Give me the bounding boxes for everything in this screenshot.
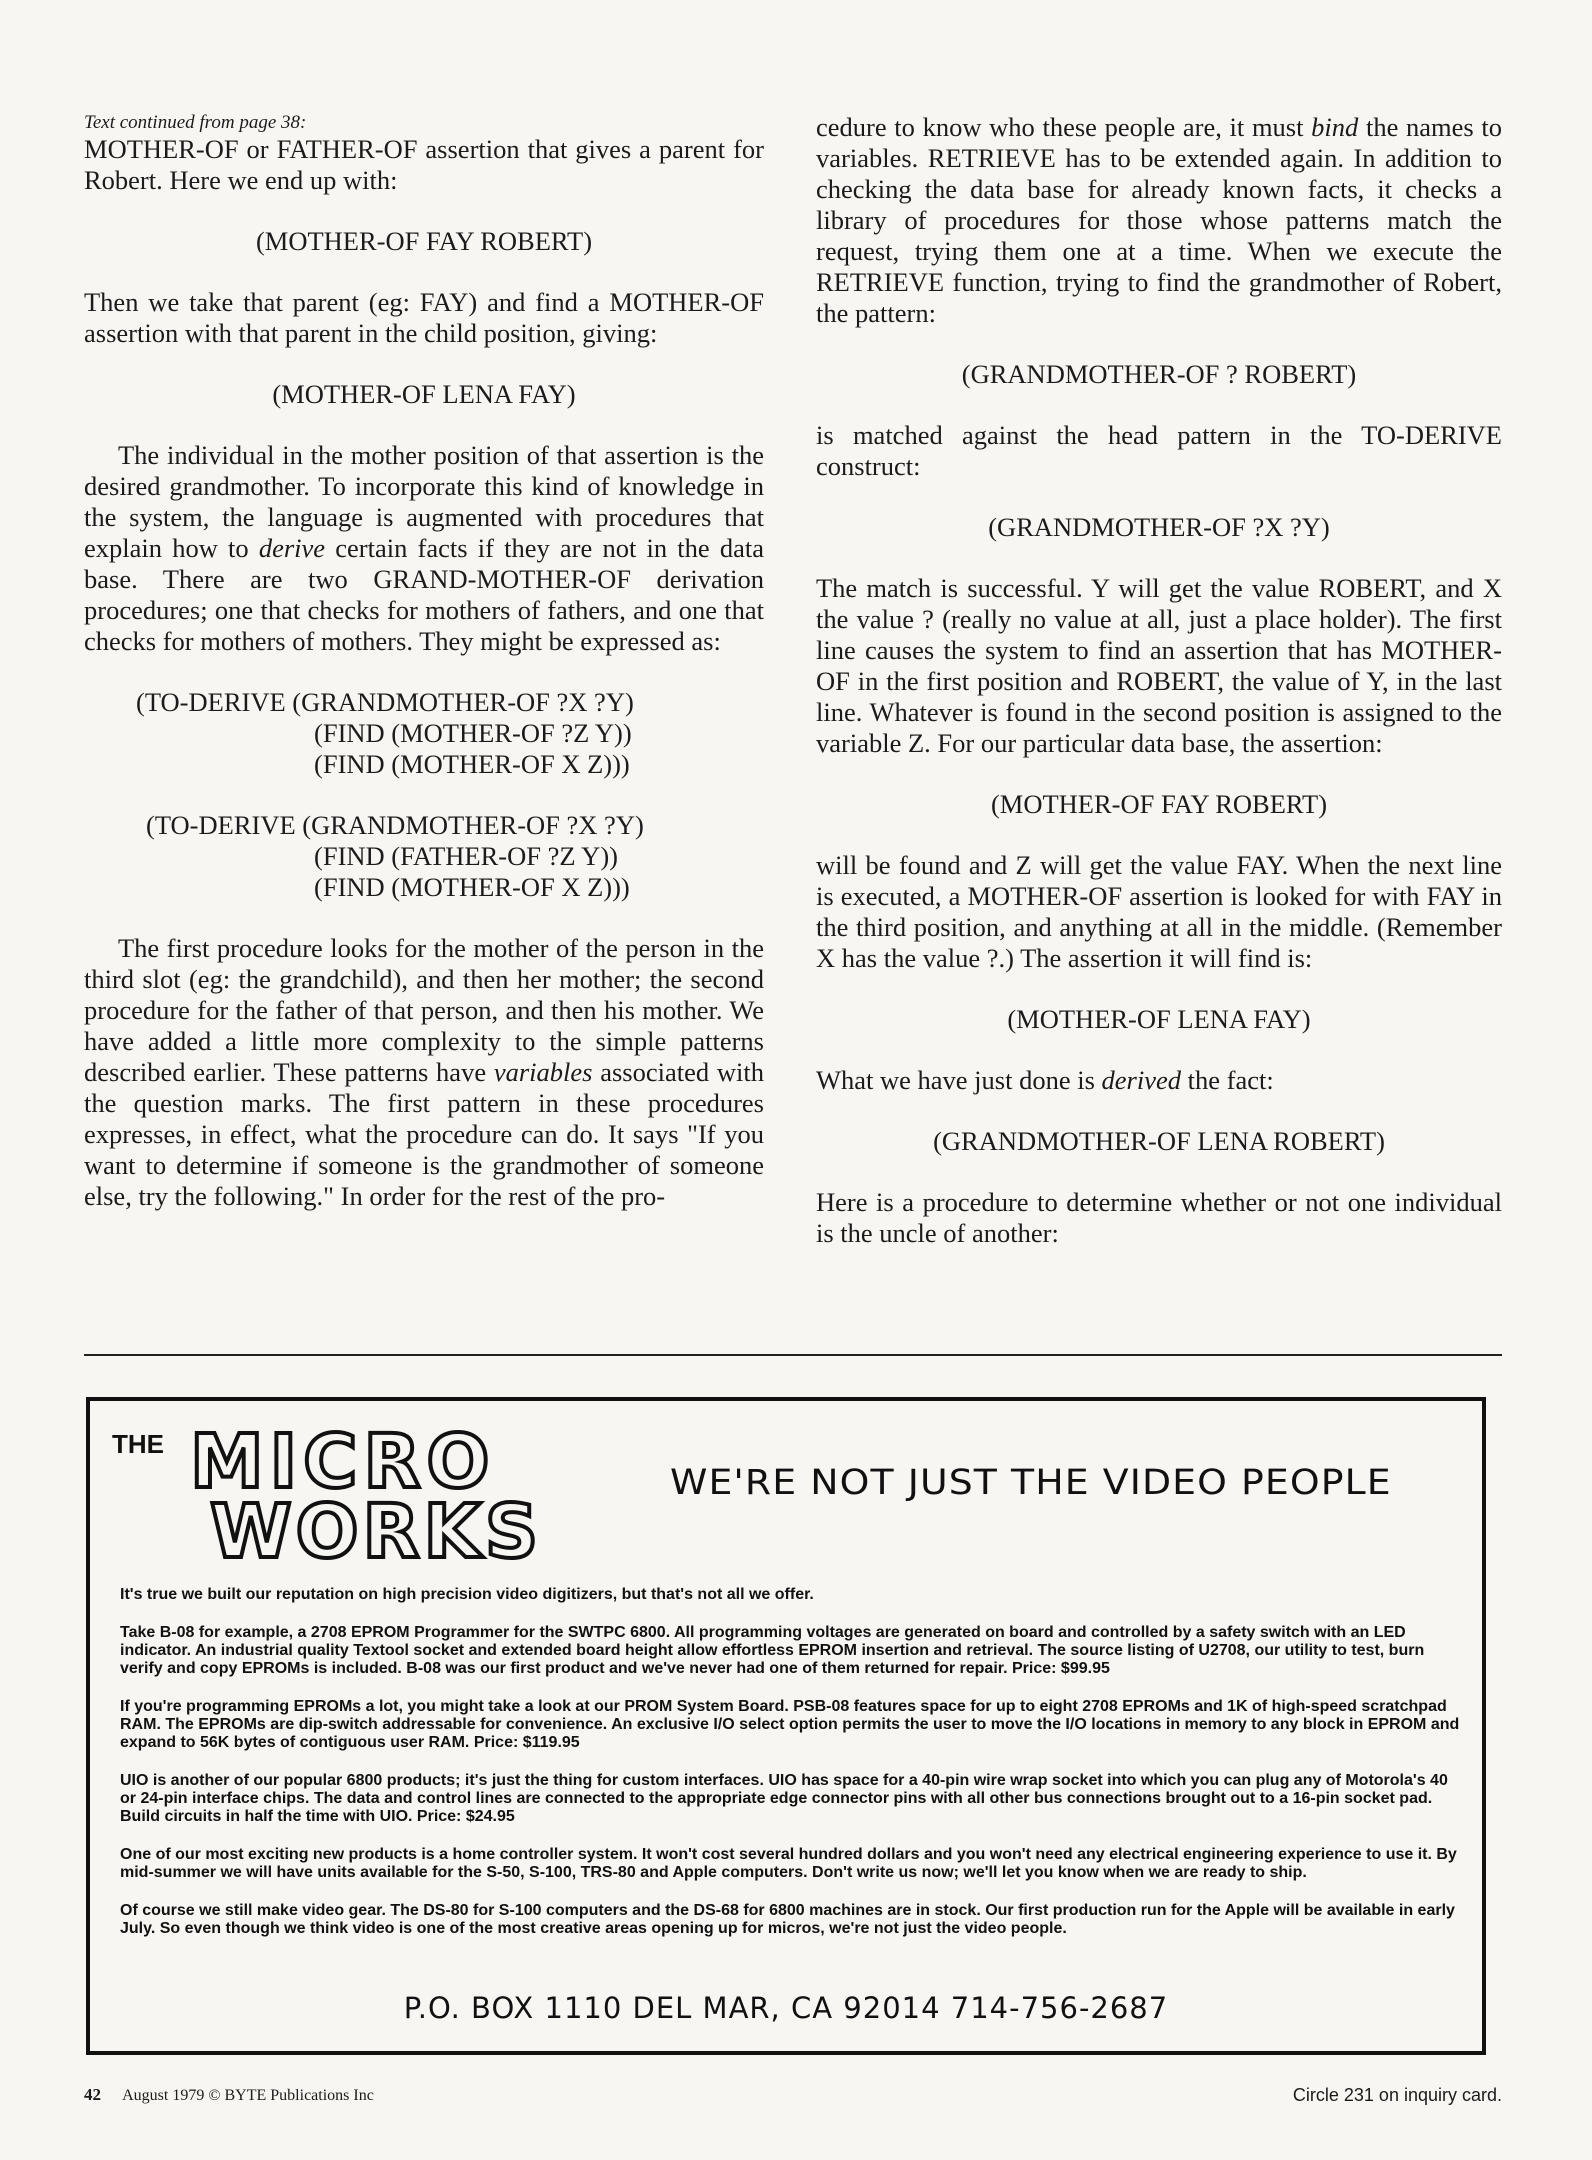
code-line: (FIND (MOTHER-OF X Z))) bbox=[314, 872, 630, 902]
ad-headline: WE'RE NOT JUST THE VIDEO PEOPLE bbox=[670, 1463, 1392, 1503]
ad-paragraph: Take B-08 for example, a 2708 EPROM Programmer for the SWTPC 6800. All programming voltages are generated on board and controlled by a safety switch with an LED indicator. An industrial quality Textool socket and extended board height allow effortless EPROM insertion and retrieval. The source listing of U2708, our utility to test, burn verify and copy EPROMs is included. B-08 was our first product and we've never had one of them returned for repair. Price: $99.95 bbox=[120, 1624, 1425, 1677]
micro-works-logo bbox=[110, 1415, 670, 1565]
continued-note: Text continued from page 38: bbox=[84, 112, 307, 133]
code-line: (MOTHER-OF LENA FAY) bbox=[1007, 1004, 1311, 1034]
code-line: (GRANDMOTHER-OF ? ROBERT) bbox=[961, 359, 1357, 389]
page-number: 42 bbox=[84, 2085, 101, 2104]
code-line: (FIND (MOTHER-OF ?Z Y)) bbox=[314, 718, 632, 748]
paragraph: will be found and Z will get the value FAY. When the next line is executed, a MOTHER-OF assertion is looked for with FAY in the third position, and anything at all in the middle. (Remember X has the value ?.) The assertion it will find is: bbox=[816, 850, 1502, 973]
ad-paragraph: UIO is another of our popular 6800 products; it's just the thing for custom interfaces. UIO has space for a 40-pin wire wrap socket into which you can plug any of Motorola's 40 or 24-pin interface chips. The data and control lines are connected to the appropriate edge connector pins with all other bus connections brought out to a 16-pin socket pad. Build circuits in half the time with UIO. Price: $24.95 bbox=[120, 1772, 1448, 1825]
issue-credit: August 1979 © BYTE Publications Inc bbox=[122, 2087, 374, 2104]
code-line: (MOTHER-OF FAY ROBERT) bbox=[255, 226, 593, 256]
ad-paragraph: If you're programming EPROMs a lot, you might take a look at our PROM System Board. PSB-08 features space for up to eight 2708 EPROMs and 1K of high-speed scratchpad RAM. The EPROMs are dip-switch addressable for convenience. An exclusive I/O select option permits the user to move the I/O locations in memory to any block in EPROM and expand to 56K bytes of contiguous user RAM. Price: $119.95 bbox=[120, 1698, 1460, 1751]
paragraph: The match is successful. Y will get the value ROBERT, and X the value ? (really no value at all, just a place holder). The first line causes the system to find an assertion that has MOTHER-OF in the first position and ROBERT, the value of Y, in the last line. Whatever is found in the second position is assigned to the variable Z. For our particular data base, the assertion: bbox=[816, 573, 1502, 758]
code-line: (GRANDMOTHER-OF LENA ROBERT) bbox=[933, 1126, 1385, 1156]
ad-paragraph: Of course we still make video gear. The DS-80 for S-100 computers and the DS-68 for 6800 machines are in stock. Our first production run for the Apple will be available in early July. So even though we think video is one of the most creative areas opening up for micros, we're not just the video people. bbox=[120, 1902, 1455, 1937]
micro-works-advertisement bbox=[86, 1397, 1486, 2055]
paragraph: The individual in the mother position of that assertion is the desired grandmother. To incorporate this kind of knowledge in the system, the language is augmented with procedures that explain how to derive certain facts if they are not in the data base. There are two GRAND-MOTHER-OF derivation procedures; one that checks for mothers of fathers, and one that checks for mothers of mothers. They might be expressed as: bbox=[84, 440, 765, 656]
right-column bbox=[816, 112, 1502, 1249]
procedure-2 bbox=[84, 810, 764, 903]
paragraph: MOTHER-OF or FATHER-OF assertion that gives a parent for Robert. Here we end up with: bbox=[84, 134, 764, 195]
code-line: (MOTHER-OF LENA FAY) bbox=[272, 379, 576, 409]
code-line: (FIND (FATHER-OF ?Z Y)) bbox=[314, 841, 618, 871]
svg-text:THE: THE bbox=[112, 1429, 164, 1459]
section-divider bbox=[84, 1354, 1502, 1356]
inquiry-note: Circle 231 on inquiry card. bbox=[1292, 2085, 1502, 2105]
procedure-1 bbox=[84, 687, 764, 780]
paragraph: Then we take that parent (eg: FAY) and find a MOTHER-OF assertion with that parent in the child position, giving: bbox=[84, 287, 764, 348]
code-line: (MOTHER-OF FAY ROBERT) bbox=[990, 789, 1328, 819]
ad-intro: It's true we built our reputation on high precision video digitizers, but that's not all we offer. bbox=[120, 1586, 814, 1603]
svg-text:MICRO: MICRO bbox=[190, 1419, 496, 1505]
code-line: (TO-DERIVE (GRANDMOTHER-OF ?X ?Y) bbox=[136, 687, 634, 717]
paragraph: Here is a procedure to determine whether or not one individual is the uncle of another: bbox=[816, 1187, 1502, 1248]
ad-paragraph: One of our most exciting new products is a home controller system. It won't cost several hundred dollars and you won't need any electrical engineering experience to use it. By mid-summer we will have units available for the S-50, S-100, TRS-80 and Apple computers. Don't write us now; we'll let you know when we are ready to ship. bbox=[120, 1846, 1457, 1881]
paragraph: The first procedure looks for the mother of the person in the third slot (eg: the grandchild), and then her mother; the second procedure for the father of that person, and then his mother. We have added a little more complexity to the simple patterns described earlier. These patterns have variables associated with the question marks. The first pattern in these procedures expresses, in effect, what the procedure can do. It says "If you want to determine if someone is the grandmother of someone else, try the following." In order for the rest of the pro- bbox=[84, 933, 764, 1211]
ad-body bbox=[120, 1586, 1460, 1958]
paragraph: cedure to know who these people are, it must bind the names to variables. RETRIEVE has to be extended again. In addition to checking the data base for already known facts, it checks a library of procedures for those whose patterns match the request, trying them one at a time. When we execute the RETRIEVE function, trying to find the grandmother of Robert, the pattern: bbox=[816, 112, 1502, 328]
ad-address: P.O. BOX 1110 DEL MAR, CA 92014 714-756-2687 bbox=[403, 1991, 1169, 2025]
code-line: (GRANDMOTHER-OF ?X ?Y) bbox=[988, 512, 1330, 542]
paragraph: What we have just done is derived the fact: bbox=[816, 1065, 1274, 1095]
left-column bbox=[84, 112, 764, 1212]
code-line: (FIND (MOTHER-OF X Z))) bbox=[314, 749, 630, 779]
code-line: (TO-DERIVE (GRANDMOTHER-OF ?X ?Y) bbox=[146, 810, 644, 840]
paragraph: is matched against the head pattern in the TO-DERIVE construct: bbox=[816, 420, 1502, 481]
svg-text:WORKS: WORKS bbox=[210, 1489, 543, 1565]
